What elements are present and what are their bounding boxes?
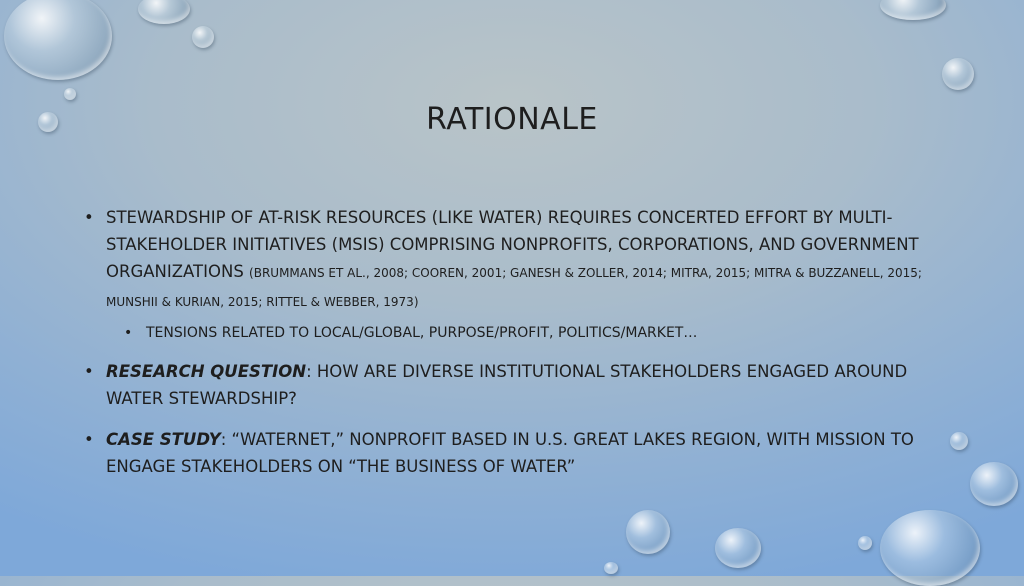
water-drop-icon <box>950 432 968 450</box>
bullet-dot: • <box>84 362 94 381</box>
water-drop-icon <box>880 510 980 586</box>
bullet-text: STEWARDSHIP OF AT-RISK RESOURCES (LIKE WATER) REQUIRES CONCERTED EFFORT BY MULTI-STAKEHOLDER INITIATIVES (MSIS) COMPRISING NONPROFITS, CORPORATIONS, AND GOVERNMENT ORGANIZATIONS <box>106 208 919 281</box>
water-drop-icon <box>4 0 112 80</box>
bullet-text: : “WATERNET,” NONPROFIT BASED IN U.S. GREAT LAKES REGION, WITH MISSION TO ENGAGE STAKEHOLDERS ON “THE BUSINESS OF WATER” <box>106 430 914 476</box>
bullet-dot: • <box>84 208 94 227</box>
bullet-stewardship <box>84 204 934 316</box>
water-drop-icon <box>192 26 214 48</box>
bullet-label: RESEARCH QUESTION <box>106 362 307 381</box>
water-drop-icon <box>942 58 974 90</box>
slide-body <box>84 204 934 480</box>
water-drop-icon <box>138 0 190 24</box>
water-drop-icon <box>858 536 872 550</box>
water-drop-icon <box>604 562 618 574</box>
water-drop-icon <box>64 88 76 100</box>
water-drop-icon <box>880 0 946 20</box>
citation-text: (BRUMMANS ET AL., 2008; COOREN, 2001; GANESH & ZOLLER, 2014; MITRA, 2015; MITRA & BUZZANELL, 2015; MUNSHII & KURIAN, 2015; RITTEL & WEBBER, 1973) <box>106 266 922 309</box>
sub-bullet-text: TENSIONS RELATED TO LOCAL/GLOBAL, PURPOSE/PROFIT, POLITICS/MARKET… <box>146 325 698 341</box>
bullet-dot: • <box>124 325 133 341</box>
bullet-label: CASE STUDY <box>106 430 221 449</box>
water-drop-icon <box>715 528 761 568</box>
water-drop-icon <box>626 510 670 554</box>
sub-bullet-tensions <box>124 322 934 344</box>
bullet-dot: • <box>84 430 94 449</box>
slide-title: RATIONALE <box>426 102 598 137</box>
water-drop-icon <box>970 462 1018 506</box>
bullet-case-study <box>84 426 934 480</box>
bullet-research-question <box>84 358 934 412</box>
bullet-text: : HOW ARE DIVERSE INSTITUTIONAL STAKEHOLDERS ENGAGED AROUND WATER STEWARDSHIP? <box>106 362 908 408</box>
